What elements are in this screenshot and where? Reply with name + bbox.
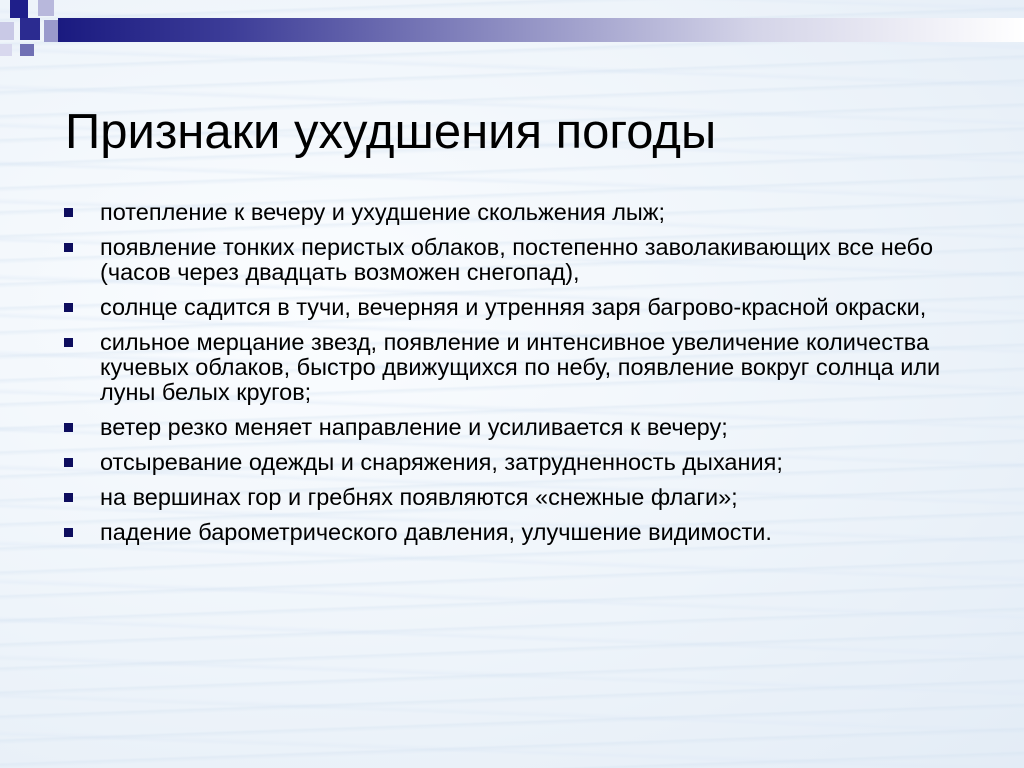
bullet-text: на вершинах гор и гребнях появляются «снежные флаги»; — [100, 484, 738, 510]
bullet-text: сильное мерцание звезд, появление и интенсивное увеличение количества кучевых облаков, быстро движущихся по небу, появление вокруг солнца или луны белых кругов; — [100, 329, 941, 405]
bullet-item — [64, 235, 964, 285]
square-bullet-icon — [64, 458, 73, 467]
bullet-text: падение барометрического давления, улучшение видимости. — [100, 519, 772, 545]
bullet-item — [64, 415, 964, 440]
decorative-square-icon — [20, 18, 40, 40]
square-bullet-icon — [64, 243, 73, 252]
bullet-item — [64, 520, 964, 545]
decorative-square-icon — [0, 22, 14, 40]
decorative-square-icon — [44, 20, 58, 42]
decorative-square-icon — [20, 44, 34, 56]
square-bullet-icon — [64, 423, 73, 432]
square-bullet-icon — [64, 338, 73, 347]
bullet-item — [64, 450, 964, 475]
bullet-text: отсыревание одежды и снаряжения, затрудненность дыхания; — [100, 449, 783, 475]
header-decoration — [0, 0, 1024, 48]
decorative-square-icon — [10, 0, 28, 18]
bullet-list — [64, 200, 964, 555]
square-bullet-icon — [64, 493, 73, 502]
square-bullet-icon — [64, 528, 73, 537]
bullet-text: появление тонких перистых облаков, постепенно заволакивающих все небо (часов через двадцать возможен снегопад), — [100, 234, 934, 285]
bullet-item — [64, 295, 964, 320]
bullet-text: ветер резко меняет направление и усиливается к вечеру; — [100, 414, 728, 440]
bullet-item — [64, 330, 964, 405]
bullet-item — [64, 485, 964, 510]
decorative-square-icon — [38, 0, 54, 16]
header-gradient-bar — [58, 18, 1024, 42]
square-bullet-icon — [64, 208, 73, 217]
bullet-item — [64, 200, 964, 225]
bullet-text: потепление к вечеру и ухудшение скольжения лыж; — [100, 199, 666, 225]
slide-title: Признаки ухудшения погоды — [65, 105, 717, 159]
bullet-text: солнце садится в тучи, вечерняя и утренняя заря багрово-красной окраски, — [100, 294, 927, 320]
decorative-square-icon — [0, 44, 12, 56]
square-bullet-icon — [64, 303, 73, 312]
